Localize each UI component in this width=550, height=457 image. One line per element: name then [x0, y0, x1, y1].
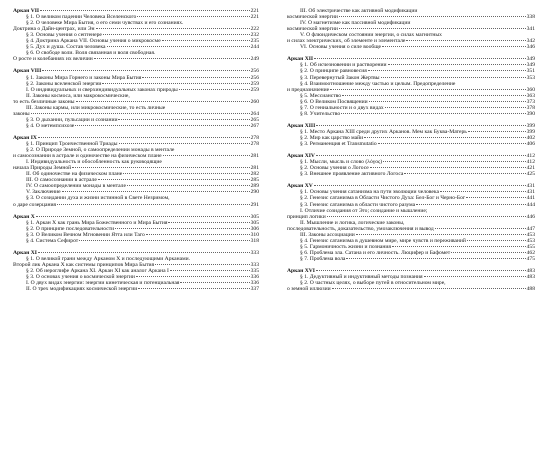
- dot-leader: [316, 155, 526, 156]
- toc-page-number: 221: [250, 8, 259, 14]
- toc-entry-title: § 3. Основы учения о септенере: [26, 32, 102, 39]
- dot-leader: [416, 204, 525, 205]
- dot-leader: [72, 167, 249, 168]
- toc-entry-title: II. Мышление и логика, логические законы,: [300, 219, 405, 226]
- toc-page-number: 399: [526, 128, 535, 135]
- dot-leader: [406, 40, 525, 41]
- toc-page-number: 399: [526, 122, 535, 129]
- dot-leader: [119, 143, 250, 144]
- dot-leader: [155, 264, 250, 265]
- toc-page-number: 281: [250, 153, 259, 160]
- dot-leader: [435, 228, 526, 229]
- toc-entry-title: § 4. Генезис сатанизма в душевном мире, мире чувств и переживаний: [300, 237, 466, 244]
- toc-page-number: 360: [526, 86, 535, 93]
- toc-entry-title: § 1. Законы Мира Горнего и законы Мира Бытия: [26, 74, 142, 81]
- toc-page-number: 483: [526, 268, 535, 275]
- dot-leader: [346, 258, 525, 259]
- toc-entry-title: § 7. Проблема вола: [300, 255, 346, 262]
- toc-entry-title: § 2. Мир как царство майи: [300, 134, 364, 141]
- toc-page-number: 378: [526, 104, 535, 111]
- toc-entry-title: § 1. Аркан X как грань Мира Божественного и Мира Бытия: [26, 219, 168, 226]
- toc-entry[interactable]: [287, 256, 535, 262]
- toc-page-number: 222: [250, 26, 259, 33]
- toc-page-number: 278: [250, 134, 259, 141]
- dot-leader: [381, 77, 526, 78]
- toc-page-number: 402: [526, 134, 535, 141]
- toc-page-number: 444: [526, 201, 535, 208]
- toc-page-number: 351: [526, 68, 535, 75]
- toc-entry-title: космической энергии: [287, 14, 338, 21]
- toc-page-number: 232: [250, 32, 259, 39]
- toc-entry-title: космической энергии: [287, 26, 338, 33]
- dot-leader: [388, 64, 526, 65]
- toc-page-number: 363: [526, 92, 535, 99]
- toc-page-number: 462: [526, 249, 535, 256]
- toc-page-number: 425: [526, 171, 535, 178]
- toc-entry-title: § 2. Об иероглифе Аркана XI. Аркан XI как аналог Аркана I: [26, 268, 169, 275]
- toc-page-number: 412: [526, 153, 535, 160]
- dot-leader: [38, 252, 250, 253]
- toc-page-number: 335: [250, 268, 259, 275]
- toc-entry-title: § 1. Место Аркана XIII среди других Арканов. Мем как Буква-Матерь: [300, 128, 467, 135]
- dot-leader: [36, 216, 250, 217]
- dot-leader: [142, 77, 249, 78]
- toc-entry-title: начала Природы Земной: [13, 165, 72, 172]
- toc-page-number: 282: [250, 171, 259, 178]
- dot-leader: [451, 252, 525, 253]
- toc-entry-title: § 1. Основы учения сатанизма на пути эволюции человека: [300, 189, 440, 196]
- dot-leader: [96, 28, 250, 29]
- toc-entry-title: § 2. О Природе Земной, о самоопределении монады в ментале: [26, 147, 175, 154]
- toc-entry[interactable]: [287, 141, 535, 147]
- toc-entry-title: о земной иллюзии: [287, 286, 331, 293]
- toc-entry-title: § 4. Доктрина Аркана VII. Основы учения о микрокосме: [26, 38, 161, 45]
- toc-entry-title: § 6. О свободе воли. Воля связанная и воля свободная.: [26, 50, 156, 57]
- dot-leader: [314, 58, 526, 59]
- toc-entry-title: IV. О самоопределении монады в ментале: [26, 183, 126, 190]
- dot-leader: [330, 89, 525, 90]
- toc-entry-title: § 1. Дедуктивный и индуктивный методы познания: [300, 274, 423, 281]
- toc-entry-title: принцип логики: [287, 213, 326, 220]
- toc-page-number: 290: [250, 189, 259, 196]
- dot-leader: [57, 204, 250, 205]
- dot-leader: [382, 46, 526, 47]
- toc-page-number: 431: [526, 189, 535, 196]
- toc-page-number: 221: [250, 14, 259, 21]
- toc-page-number: 265: [250, 116, 259, 123]
- toc-entry-title: § 5. Дух и душа. Состав человека: [26, 44, 106, 51]
- toc-entry-title: и самосознании в астрале и одиночестве на физическом плане: [13, 153, 162, 160]
- dot-leader: [180, 282, 249, 283]
- toc-entry-title: III. Об электричестве как активной модификации: [300, 8, 418, 14]
- toc-entry-title: § 1. Мысли, мысль и слово (λόγος): [300, 159, 383, 166]
- toc-entry[interactable]: [13, 238, 259, 244]
- toc-entry-title: V. О флюидическом состоянии энергии, о силах магнитных: [300, 32, 442, 39]
- dot-leader: [137, 16, 249, 17]
- dot-leader: [385, 107, 526, 108]
- toc-entry-title: § 5. Гармоничность жизни и познания: [300, 243, 391, 250]
- dot-leader: [364, 137, 525, 138]
- toc-entry-title: и предназначение: [287, 86, 330, 93]
- toc-entry-title: Аркан VIII: [13, 68, 42, 75]
- toc-page-number: 337: [250, 286, 259, 293]
- toc-page-number: 285: [250, 177, 259, 184]
- toc-page-number: 306: [250, 225, 259, 232]
- toc-page-number: 235: [250, 38, 259, 45]
- toc-entry[interactable]: [13, 202, 259, 208]
- toc-page-number: 475: [526, 255, 535, 262]
- toc-entry[interactable]: [13, 123, 259, 129]
- toc-entry-title: § 4. Система Сефирот: [26, 237, 79, 244]
- toc-entry-title: IV. О магнетизме как пассивной модификации: [300, 20, 411, 27]
- toc-page-number: 267: [250, 122, 259, 129]
- toc-entry-title: I. О двух видах энергии: энергии кинетическая и потенциальная: [26, 280, 180, 287]
- toc-entry-title: § 1. Об исчезновении и растворении: [300, 62, 387, 69]
- dot-leader: [76, 101, 250, 102]
- dot-leader: [342, 95, 526, 96]
- toc-entry-title: о даре созерцания: [13, 201, 57, 208]
- toc-entry[interactable]: [13, 56, 259, 62]
- toc-entry-title: § 2. Законы вселенской энергии: [26, 80, 102, 87]
- toc-page-number: 338: [526, 14, 535, 21]
- toc-page-number: 260: [250, 98, 259, 105]
- toc-page-number: 336: [250, 274, 259, 281]
- toc-page-number: 289: [250, 183, 259, 190]
- toc-page-number: 453: [526, 231, 535, 238]
- dot-leader: [146, 234, 250, 235]
- dot-leader: [370, 167, 526, 168]
- toc-entry-title: III. Законы кармы, или микрокосмические, то есть личные: [26, 104, 166, 111]
- toc-entry-title: § 7. О гениальности и о двух видах: [300, 104, 384, 111]
- dot-leader: [107, 46, 250, 47]
- dot-leader: [179, 89, 250, 90]
- toc-entry-title: Аркан XIII: [287, 122, 316, 129]
- toc-entry-title: § 1. Принцип Троичественной Триады: [26, 141, 118, 148]
- toc-page-number: 349: [526, 62, 535, 69]
- toc-entry-title: § 2. О частных целях, о выборе путей в относительном мире,: [300, 280, 446, 287]
- toc-entry-title: V. Заключение: [26, 189, 61, 196]
- toc-entry-title: Аркан X: [13, 213, 35, 220]
- toc-entry-title: VI. Основы учения о силе вообще: [300, 44, 382, 51]
- toc-page-number: 346: [526, 44, 535, 51]
- dot-leader: [40, 10, 250, 11]
- toc-page-number: 336: [250, 280, 259, 287]
- toc-page-number: 453: [526, 237, 535, 244]
- dot-leader: [127, 185, 250, 186]
- dot-leader: [102, 83, 249, 84]
- toc-entry[interactable]: [287, 171, 535, 177]
- dot-leader: [316, 125, 525, 126]
- toc-entry-title: § 3. Perманенция et Transmutatio: [300, 141, 377, 148]
- toc-entry-title: Аркан XV: [287, 183, 313, 190]
- toc-entry-title: последовательность, доказательство, умозаключения и вывод: [287, 225, 434, 232]
- toc-page-number: 256: [250, 74, 259, 81]
- dot-leader: [440, 191, 526, 192]
- toc-entry-title: Аркан XVI: [287, 268, 315, 275]
- toc-page-number: 278: [250, 141, 259, 148]
- toc-entry-title: I. Индивидуальность и обособленность как руководящие: [26, 159, 162, 166]
- dot-leader: [341, 113, 525, 114]
- dot-leader: [62, 191, 250, 192]
- toc-page-number: 421: [526, 165, 535, 172]
- dot-leader: [168, 222, 249, 223]
- dot-leader: [163, 155, 250, 156]
- toc-entry-title: то есть безличные законы: [13, 98, 75, 105]
- toc-entry[interactable]: [13, 286, 259, 292]
- dot-leader: [327, 216, 526, 217]
- dot-leader: [75, 125, 249, 126]
- toc-entry-title: Второй лик Аркана X как системы принципов Мира Бытия: [13, 261, 155, 268]
- toc-page-number: 446: [526, 213, 535, 220]
- toc-entry-title: § 2. О принципе последовательности: [26, 225, 115, 232]
- toc-entry-title: § 3. Перевернутый Закон Жертвы: [300, 74, 380, 81]
- dot-leader: [42, 70, 249, 71]
- toc-entry-title: § 3. О Великом Вечном Мгновении Ятта или Таго: [26, 231, 145, 238]
- dot-leader: [468, 131, 526, 132]
- dot-leader: [383, 161, 526, 162]
- toc-entry-title: I. Отличие созидания от Эго; созидание и мышление;: [300, 207, 428, 214]
- toc-page-number: 455: [526, 243, 535, 250]
- toc-entry-title: I. О индивидуальных и сверхиндивидуальных законах природы: [26, 86, 178, 93]
- toc-page-number: 256: [250, 68, 259, 75]
- toc-page-number: 390: [526, 110, 535, 117]
- dot-leader: [339, 28, 526, 29]
- dot-leader: [404, 173, 525, 174]
- toc-entry-title: II. О трех модификациях космической энергии: [26, 286, 138, 293]
- toc-entry-title: Аркан XII: [287, 56, 314, 63]
- toc-entry[interactable]: [287, 286, 535, 292]
- toc-left-column: [13, 8, 259, 292]
- toc-page-number: 259: [250, 80, 259, 87]
- toc-entry-title: Аркан XIV: [287, 153, 315, 160]
- toc-page-number: 488: [526, 286, 535, 293]
- dot-leader: [98, 179, 250, 180]
- dot-leader: [378, 143, 526, 144]
- toc-entry-title: § 3. Генезис сатанизма в области чистого разума: [300, 201, 416, 208]
- dot-leader: [170, 270, 250, 271]
- toc-page-number: 310: [250, 231, 259, 238]
- toc-entry-title: § 6. О Великом Посвящении: [300, 98, 368, 105]
- dot-leader: [123, 173, 249, 174]
- toc-right-column: [287, 8, 535, 292]
- toc-page-number: 249: [250, 56, 259, 63]
- toc-entry-title: § 4. О метемпсихозе: [26, 122, 75, 129]
- toc-page-number: 244: [250, 44, 259, 51]
- toc-page-number: 305: [250, 219, 259, 226]
- toc-page-number: 291: [250, 201, 259, 208]
- toc-entry[interactable]: [287, 44, 535, 50]
- dot-leader: [79, 240, 249, 241]
- dot-leader: [424, 276, 526, 277]
- toc-page-number: 342: [526, 38, 535, 45]
- toc-entry-title: § 3. О созидании духа и жизни истинной в Свете Незримом,: [26, 195, 170, 202]
- toc-entry-title: законы: [13, 110, 30, 117]
- toc-entry-title: Аркан IX: [13, 134, 37, 141]
- toc-entry-title: § 1. О великом падении Человека Вселенского: [26, 14, 137, 21]
- dot-leader: [466, 197, 525, 198]
- toc-page-number: 259: [250, 86, 259, 93]
- dot-leader: [368, 70, 526, 71]
- toc-entry-title: III. О самосознании в астрале: [26, 177, 97, 184]
- toc-entry-title: § 3. О дыхании, пульсации и сознании: [26, 116, 118, 123]
- dot-leader: [103, 34, 250, 35]
- toc-entry-title: § 5. Мессианство: [300, 92, 342, 99]
- toc-entry-title: § 3. Внешнее проявление активного Логоса: [300, 171, 404, 178]
- dot-leader: [339, 16, 526, 17]
- toc-page-number: 353: [526, 74, 535, 81]
- toc-entry-title: § 6. Проблема зла. Сатана и его личность. Люцифер и Бафомет: [300, 249, 451, 256]
- dot-leader: [38, 137, 250, 138]
- toc-page-number: 447: [526, 225, 535, 232]
- dot-leader: [31, 113, 250, 114]
- dot-leader: [392, 246, 526, 247]
- toc-entry-title: § 2. Основы учения о Логосе: [300, 165, 369, 172]
- toc-page-number: 333: [250, 261, 259, 268]
- toc-page-number: 406: [526, 141, 535, 148]
- dot-leader: [138, 288, 249, 289]
- toc-entry-title: § 1. О великой грани между Арканом X и последующими Арканами.: [26, 255, 191, 262]
- dot-leader: [316, 270, 526, 271]
- toc-entry-title: О росте и колебаниях их величин: [13, 56, 93, 63]
- toc-page-number: 333: [250, 249, 259, 256]
- toc-entry-title: II. Об одиночестве на физическом плане: [26, 171, 123, 178]
- toc-page-number: 349: [526, 56, 535, 63]
- toc-entry[interactable]: [287, 111, 535, 117]
- toc-page-number: 431: [526, 183, 535, 190]
- toc-page-number: 441: [526, 195, 535, 202]
- toc-page-number: 281: [250, 165, 259, 172]
- toc-entry-title: и силах электрических, об элементе и элементале: [287, 38, 406, 45]
- toc-entry-title: Аркан VII: [13, 8, 40, 14]
- toc-entry-title: § 4. Взаимоотношение между частью и целым. Предопределение: [300, 80, 456, 87]
- dot-leader: [115, 228, 249, 229]
- toc-entry-title: § 8. Учительство: [300, 110, 341, 117]
- toc-page-number: 318: [250, 237, 259, 244]
- toc-page-number: 373: [526, 98, 535, 105]
- toc-entry-title: Доктрина о Дайн-центрах, или Эн: [13, 26, 95, 33]
- dot-leader: [136, 276, 250, 277]
- dot-leader: [467, 240, 526, 241]
- dot-leader: [314, 185, 526, 186]
- toc-entry-title: § 2. Генезис сатанизма в Области Чистого Духа: Бел-Бог и Черно-Бог: [300, 195, 466, 202]
- toc-entry-title: III. Законы ассоциации: [300, 231, 355, 238]
- toc-entry-title: § 2. О принципе равновесия: [300, 68, 367, 75]
- dot-leader: [118, 119, 249, 120]
- toc-page-number: 264: [250, 110, 259, 117]
- toc-page-number: 412: [526, 159, 535, 166]
- dot-leader: [162, 40, 250, 41]
- dot-leader: [94, 58, 250, 59]
- dot-leader: [356, 234, 526, 235]
- toc-entry-title: § 2. О человеке Мира Бытия, о его семи чувствах и его сознаниях.: [26, 20, 184, 27]
- toc-entry-title: § 3. О основах учения о космической энергии: [26, 274, 135, 281]
- toc-entry-title: II. Законы космоса, или макрокосмические,: [26, 92, 130, 99]
- dot-leader: [332, 288, 526, 289]
- toc-page-number: 305: [250, 213, 259, 220]
- dot-leader: [369, 101, 526, 102]
- toc-entry-title: Аркан XI: [13, 249, 37, 256]
- toc-page-number: 483: [526, 274, 535, 281]
- toc-page-number: 341: [526, 26, 535, 33]
